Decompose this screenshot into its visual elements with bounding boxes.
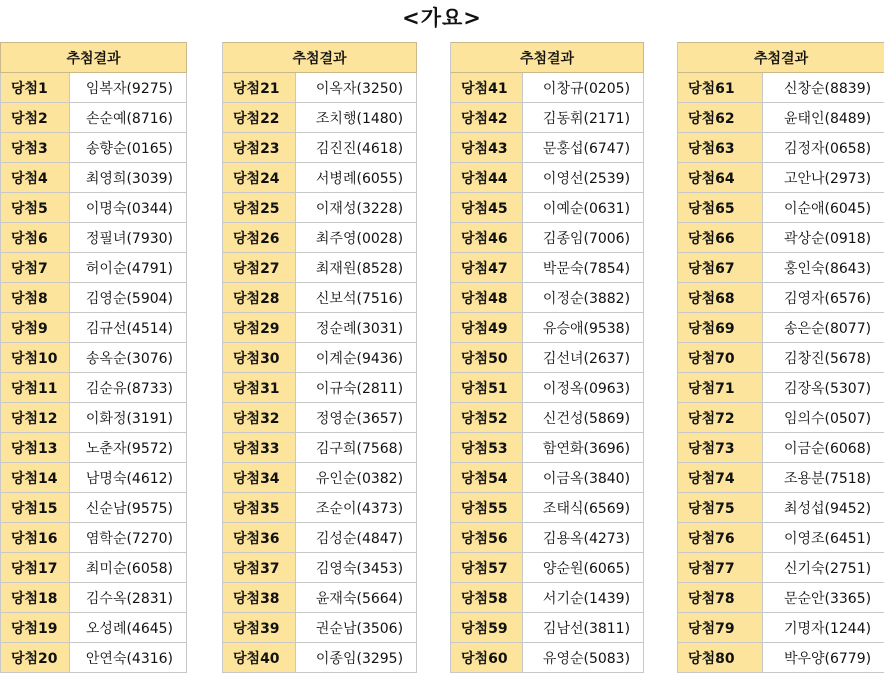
column-gap — [417, 553, 451, 583]
column-gap — [644, 73, 678, 103]
winner-name: 김구희(7568) — [296, 433, 417, 463]
winner-rank-label: 당첨7 — [1, 253, 70, 283]
winner-name: 김선녀(2637) — [523, 343, 644, 373]
winner-name: 고안나(2973) — [763, 163, 884, 193]
winner-rank-label: 당첨9 — [1, 313, 70, 343]
winner-rank-label: 당첨15 — [1, 493, 70, 523]
winner-name: 김남선(3811) — [523, 613, 644, 643]
winner-name: 이영선(2539) — [523, 163, 644, 193]
group-header: 추첨결과 — [678, 43, 884, 73]
winner-rank-label: 당첨63 — [678, 133, 763, 163]
table-row — [1, 553, 884, 583]
winner-rank-label: 당첨38 — [223, 583, 296, 613]
winner-name: 김영자(6576) — [763, 283, 884, 313]
column-gap — [417, 613, 451, 643]
group-header: 추첨결과 — [223, 43, 417, 73]
table-row — [1, 493, 884, 523]
winner-name: 신창순(8839) — [763, 73, 884, 103]
winner-rank-label: 당첨36 — [223, 523, 296, 553]
winner-rank-label: 당첨54 — [451, 463, 523, 493]
table-row — [1, 403, 884, 433]
winner-rank-label: 당첨61 — [678, 73, 763, 103]
winner-rank-label: 당첨2 — [1, 103, 70, 133]
winner-name: 정필녀(7930) — [70, 223, 187, 253]
winner-rank-label: 당첨70 — [678, 343, 763, 373]
winner-rank-label: 당첨53 — [451, 433, 523, 463]
column-gap — [187, 613, 223, 643]
winner-name: 이재성(3228) — [296, 193, 417, 223]
winner-rank-label: 당첨59 — [451, 613, 523, 643]
winner-rank-label: 당첨41 — [451, 73, 523, 103]
winner-rank-label: 당첨80 — [678, 643, 763, 673]
table-row — [1, 313, 884, 343]
column-gap — [644, 103, 678, 133]
winner-rank-label: 당첨25 — [223, 193, 296, 223]
winner-rank-label: 당첨6 — [1, 223, 70, 253]
results-table — [0, 42, 884, 673]
table-row — [1, 583, 884, 613]
column-gap — [644, 643, 678, 673]
column-gap — [187, 433, 223, 463]
winner-rank-label: 당첨22 — [223, 103, 296, 133]
winner-rank-label: 당첨32 — [223, 403, 296, 433]
winner-name: 허이순(4791) — [70, 253, 187, 283]
winner-name: 김영숙(3453) — [296, 553, 417, 583]
winner-name: 임의수(0507) — [763, 403, 884, 433]
winner-rank-label: 당첨45 — [451, 193, 523, 223]
winner-name: 문순안(3365) — [763, 583, 884, 613]
winner-rank-label: 당첨5 — [1, 193, 70, 223]
winner-rank-label: 당첨48 — [451, 283, 523, 313]
winner-name: 이금옥(3840) — [523, 463, 644, 493]
column-gap — [417, 583, 451, 613]
column-gap — [187, 313, 223, 343]
winner-rank-label: 당첨14 — [1, 463, 70, 493]
column-gap — [187, 373, 223, 403]
column-gap — [644, 463, 678, 493]
winner-name: 유영순(5083) — [523, 643, 644, 673]
winner-name: 홍인숙(8643) — [763, 253, 884, 283]
winner-rank-label: 당첨66 — [678, 223, 763, 253]
column-gap — [187, 223, 223, 253]
column-gap — [187, 463, 223, 493]
winner-name: 이영조(6451) — [763, 523, 884, 553]
winner-rank-label: 당첨68 — [678, 283, 763, 313]
column-gap — [417, 163, 451, 193]
winner-name: 정영순(3657) — [296, 403, 417, 433]
winner-rank-label: 당첨29 — [223, 313, 296, 343]
group-header: 추첨결과 — [1, 43, 187, 73]
winner-name: 김영순(5904) — [70, 283, 187, 313]
winner-name: 조용분(7518) — [763, 463, 884, 493]
winner-rank-label: 당첨40 — [223, 643, 296, 673]
winner-name: 신기숙(2751) — [763, 553, 884, 583]
winner-rank-label: 당첨72 — [678, 403, 763, 433]
winner-rank-label: 당첨21 — [223, 73, 296, 103]
winner-name: 송옥순(3076) — [70, 343, 187, 373]
winner-name: 남명숙(4612) — [70, 463, 187, 493]
winner-rank-label: 당첨50 — [451, 343, 523, 373]
winner-name: 신순남(9575) — [70, 493, 187, 523]
column-gap — [644, 553, 678, 583]
winner-name: 이금순(6068) — [763, 433, 884, 463]
column-gap — [417, 43, 451, 73]
winner-name: 기명자(1244) — [763, 613, 884, 643]
winner-rank-label: 당첨19 — [1, 613, 70, 643]
column-gap — [644, 253, 678, 283]
winner-rank-label: 당첨78 — [678, 583, 763, 613]
winner-name: 서병례(6055) — [296, 163, 417, 193]
winner-name: 손순예(8716) — [70, 103, 187, 133]
winner-name: 김규선(4514) — [70, 313, 187, 343]
column-gap — [417, 343, 451, 373]
winner-rank-label: 당첨11 — [1, 373, 70, 403]
column-gap — [644, 223, 678, 253]
table-row — [1, 73, 884, 103]
column-gap — [644, 433, 678, 463]
winner-name: 이명숙(0344) — [70, 193, 187, 223]
winner-name: 유인순(0382) — [296, 463, 417, 493]
column-gap — [644, 613, 678, 643]
table-row — [1, 463, 884, 493]
winner-rank-label: 당첨30 — [223, 343, 296, 373]
column-gap — [187, 163, 223, 193]
column-gap — [417, 523, 451, 553]
table-row — [1, 643, 884, 673]
column-gap — [644, 43, 678, 73]
column-gap — [187, 403, 223, 433]
winner-rank-label: 당첨28 — [223, 283, 296, 313]
winner-name: 이창규(0205) — [523, 73, 644, 103]
column-gap — [417, 403, 451, 433]
column-gap — [417, 373, 451, 403]
winner-rank-label: 당첨1 — [1, 73, 70, 103]
winner-rank-label: 당첨51 — [451, 373, 523, 403]
winner-name: 김정자(0658) — [763, 133, 884, 163]
winner-name: 정순례(3031) — [296, 313, 417, 343]
winner-rank-label: 당첨4 — [1, 163, 70, 193]
winner-name: 이예순(0631) — [523, 193, 644, 223]
column-gap — [417, 463, 451, 493]
column-gap — [417, 283, 451, 313]
winner-rank-label: 당첨64 — [678, 163, 763, 193]
winner-name: 이정옥(0963) — [523, 373, 644, 403]
column-gap — [644, 493, 678, 523]
winner-name: 김진진(4618) — [296, 133, 417, 163]
winner-name: 유승애(9538) — [523, 313, 644, 343]
column-gap — [644, 583, 678, 613]
winner-rank-label: 당첨77 — [678, 553, 763, 583]
winner-name: 신건성(5869) — [523, 403, 644, 433]
winner-rank-label: 당첨12 — [1, 403, 70, 433]
winner-rank-label: 당첨57 — [451, 553, 523, 583]
winner-rank-label: 당첨3 — [1, 133, 70, 163]
winner-name: 문홍섭(6747) — [523, 133, 644, 163]
winner-name: 이종임(3295) — [296, 643, 417, 673]
table-row — [1, 343, 884, 373]
winner-rank-label: 당첨39 — [223, 613, 296, 643]
column-gap — [644, 373, 678, 403]
column-gap — [417, 313, 451, 343]
winner-rank-label: 당첨52 — [451, 403, 523, 433]
winner-rank-label: 당첨65 — [678, 193, 763, 223]
winner-name: 이화정(3191) — [70, 403, 187, 433]
winner-rank-label: 당첨60 — [451, 643, 523, 673]
winner-rank-label: 당첨37 — [223, 553, 296, 583]
winner-name: 염학순(7270) — [70, 523, 187, 553]
winner-name: 양순원(6065) — [523, 553, 644, 583]
winner-rank-label: 당첨16 — [1, 523, 70, 553]
winner-rank-label: 당첨49 — [451, 313, 523, 343]
winner-name: 최성섭(9452) — [763, 493, 884, 523]
winner-name: 곽상순(0918) — [763, 223, 884, 253]
winner-name: 신보석(7516) — [296, 283, 417, 313]
table-row — [1, 613, 884, 643]
table-row — [1, 283, 884, 313]
winner-rank-label: 당첨17 — [1, 553, 70, 583]
column-gap — [417, 73, 451, 103]
column-gap — [417, 133, 451, 163]
winner-name: 최주영(0028) — [296, 223, 417, 253]
winner-rank-label: 당첨71 — [678, 373, 763, 403]
page-title: <가요> — [402, 6, 482, 30]
winner-name: 송은순(8077) — [763, 313, 884, 343]
winner-name: 최미순(6058) — [70, 553, 187, 583]
winner-name: 김창진(5678) — [763, 343, 884, 373]
column-gap — [187, 133, 223, 163]
winner-name: 조치행(1480) — [296, 103, 417, 133]
winner-name: 김수옥(2831) — [70, 583, 187, 613]
winner-name: 최재원(8528) — [296, 253, 417, 283]
winner-name: 함연화(3696) — [523, 433, 644, 463]
winner-name: 김동휘(2171) — [523, 103, 644, 133]
column-gap — [187, 103, 223, 133]
winner-name: 김종임(7006) — [523, 223, 644, 253]
winner-rank-label: 당첨8 — [1, 283, 70, 313]
winner-name: 안연숙(4316) — [70, 643, 187, 673]
column-gap — [644, 403, 678, 433]
winner-rank-label: 당첨74 — [678, 463, 763, 493]
winner-rank-label: 당첨67 — [678, 253, 763, 283]
winner-rank-label: 당첨33 — [223, 433, 296, 463]
winner-rank-label: 당첨34 — [223, 463, 296, 493]
winner-name: 김순유(8733) — [70, 373, 187, 403]
column-gap — [644, 163, 678, 193]
column-gap — [417, 253, 451, 283]
column-gap — [187, 343, 223, 373]
winner-rank-label: 당첨26 — [223, 223, 296, 253]
winner-name: 조순이(4373) — [296, 493, 417, 523]
winner-rank-label: 당첨75 — [678, 493, 763, 523]
winner-rank-label: 당첨56 — [451, 523, 523, 553]
table-row — [1, 163, 884, 193]
group-header: 추첨결과 — [451, 43, 644, 73]
winner-rank-label: 당첨73 — [678, 433, 763, 463]
winner-name: 김성순(4847) — [296, 523, 417, 553]
winner-name: 이옥자(3250) — [296, 73, 417, 103]
winner-rank-label: 당첨35 — [223, 493, 296, 523]
column-gap — [187, 253, 223, 283]
winner-rank-label: 당첨10 — [1, 343, 70, 373]
column-gap — [187, 283, 223, 313]
winner-rank-label: 당첨43 — [451, 133, 523, 163]
winner-name: 서기순(1439) — [523, 583, 644, 613]
winner-name: 이계순(9436) — [296, 343, 417, 373]
column-gap — [417, 223, 451, 253]
winner-rank-label: 당첨27 — [223, 253, 296, 283]
winner-rank-label: 당첨46 — [451, 223, 523, 253]
column-gap — [644, 133, 678, 163]
table-row — [1, 193, 884, 223]
table-row — [1, 103, 884, 133]
column-gap — [644, 343, 678, 373]
winner-name: 이정순(3882) — [523, 283, 644, 313]
table-row — [1, 373, 884, 403]
column-gap — [644, 313, 678, 343]
column-gap — [187, 583, 223, 613]
winner-name: 김장옥(5307) — [763, 373, 884, 403]
table-row — [1, 133, 884, 163]
winner-name: 이규숙(2811) — [296, 373, 417, 403]
winner-rank-label: 당첨79 — [678, 613, 763, 643]
winner-rank-label: 당첨69 — [678, 313, 763, 343]
winner-rank-label: 당첨13 — [1, 433, 70, 463]
column-gap — [417, 643, 451, 673]
column-gap — [644, 523, 678, 553]
column-gap — [417, 103, 451, 133]
winner-name: 노춘자(9572) — [70, 433, 187, 463]
column-gap — [417, 493, 451, 523]
winner-name: 최영희(3039) — [70, 163, 187, 193]
table-row — [1, 433, 884, 463]
winner-name: 조태식(6569) — [523, 493, 644, 523]
column-gap — [187, 493, 223, 523]
winner-rank-label: 당첨20 — [1, 643, 70, 673]
column-gap — [644, 193, 678, 223]
winner-name: 임복자(9275) — [70, 73, 187, 103]
winner-name: 권순남(3506) — [296, 613, 417, 643]
winner-rank-label: 당첨55 — [451, 493, 523, 523]
column-gap — [417, 433, 451, 463]
winner-rank-label: 당첨42 — [451, 103, 523, 133]
column-gap — [187, 193, 223, 223]
winner-rank-label: 당첨24 — [223, 163, 296, 193]
winner-rank-label: 당첨62 — [678, 103, 763, 133]
winner-name: 박우양(6779) — [763, 643, 884, 673]
winner-rank-label: 당첨18 — [1, 583, 70, 613]
column-gap — [644, 283, 678, 313]
winner-name: 김용옥(4273) — [523, 523, 644, 553]
winner-name: 송향순(0165) — [70, 133, 187, 163]
winner-rank-label: 당첨76 — [678, 523, 763, 553]
winner-name: 박문숙(7854) — [523, 253, 644, 283]
table-row — [1, 253, 884, 283]
winner-rank-label: 당첨31 — [223, 373, 296, 403]
winner-name: 윤재숙(5664) — [296, 583, 417, 613]
column-gap — [417, 193, 451, 223]
column-gap — [187, 43, 223, 73]
table-row — [1, 223, 884, 253]
winner-name: 윤태인(8489) — [763, 103, 884, 133]
header-row — [1, 43, 884, 73]
table-row — [1, 523, 884, 553]
column-gap — [187, 523, 223, 553]
winner-rank-label: 당첨58 — [451, 583, 523, 613]
winner-name: 이순애(6045) — [763, 193, 884, 223]
column-gap — [187, 73, 223, 103]
winner-rank-label: 당첨47 — [451, 253, 523, 283]
winner-name: 오성례(4645) — [70, 613, 187, 643]
winner-rank-label: 당첨23 — [223, 133, 296, 163]
winner-rank-label: 당첨44 — [451, 163, 523, 193]
column-gap — [187, 553, 223, 583]
column-gap — [187, 643, 223, 673]
